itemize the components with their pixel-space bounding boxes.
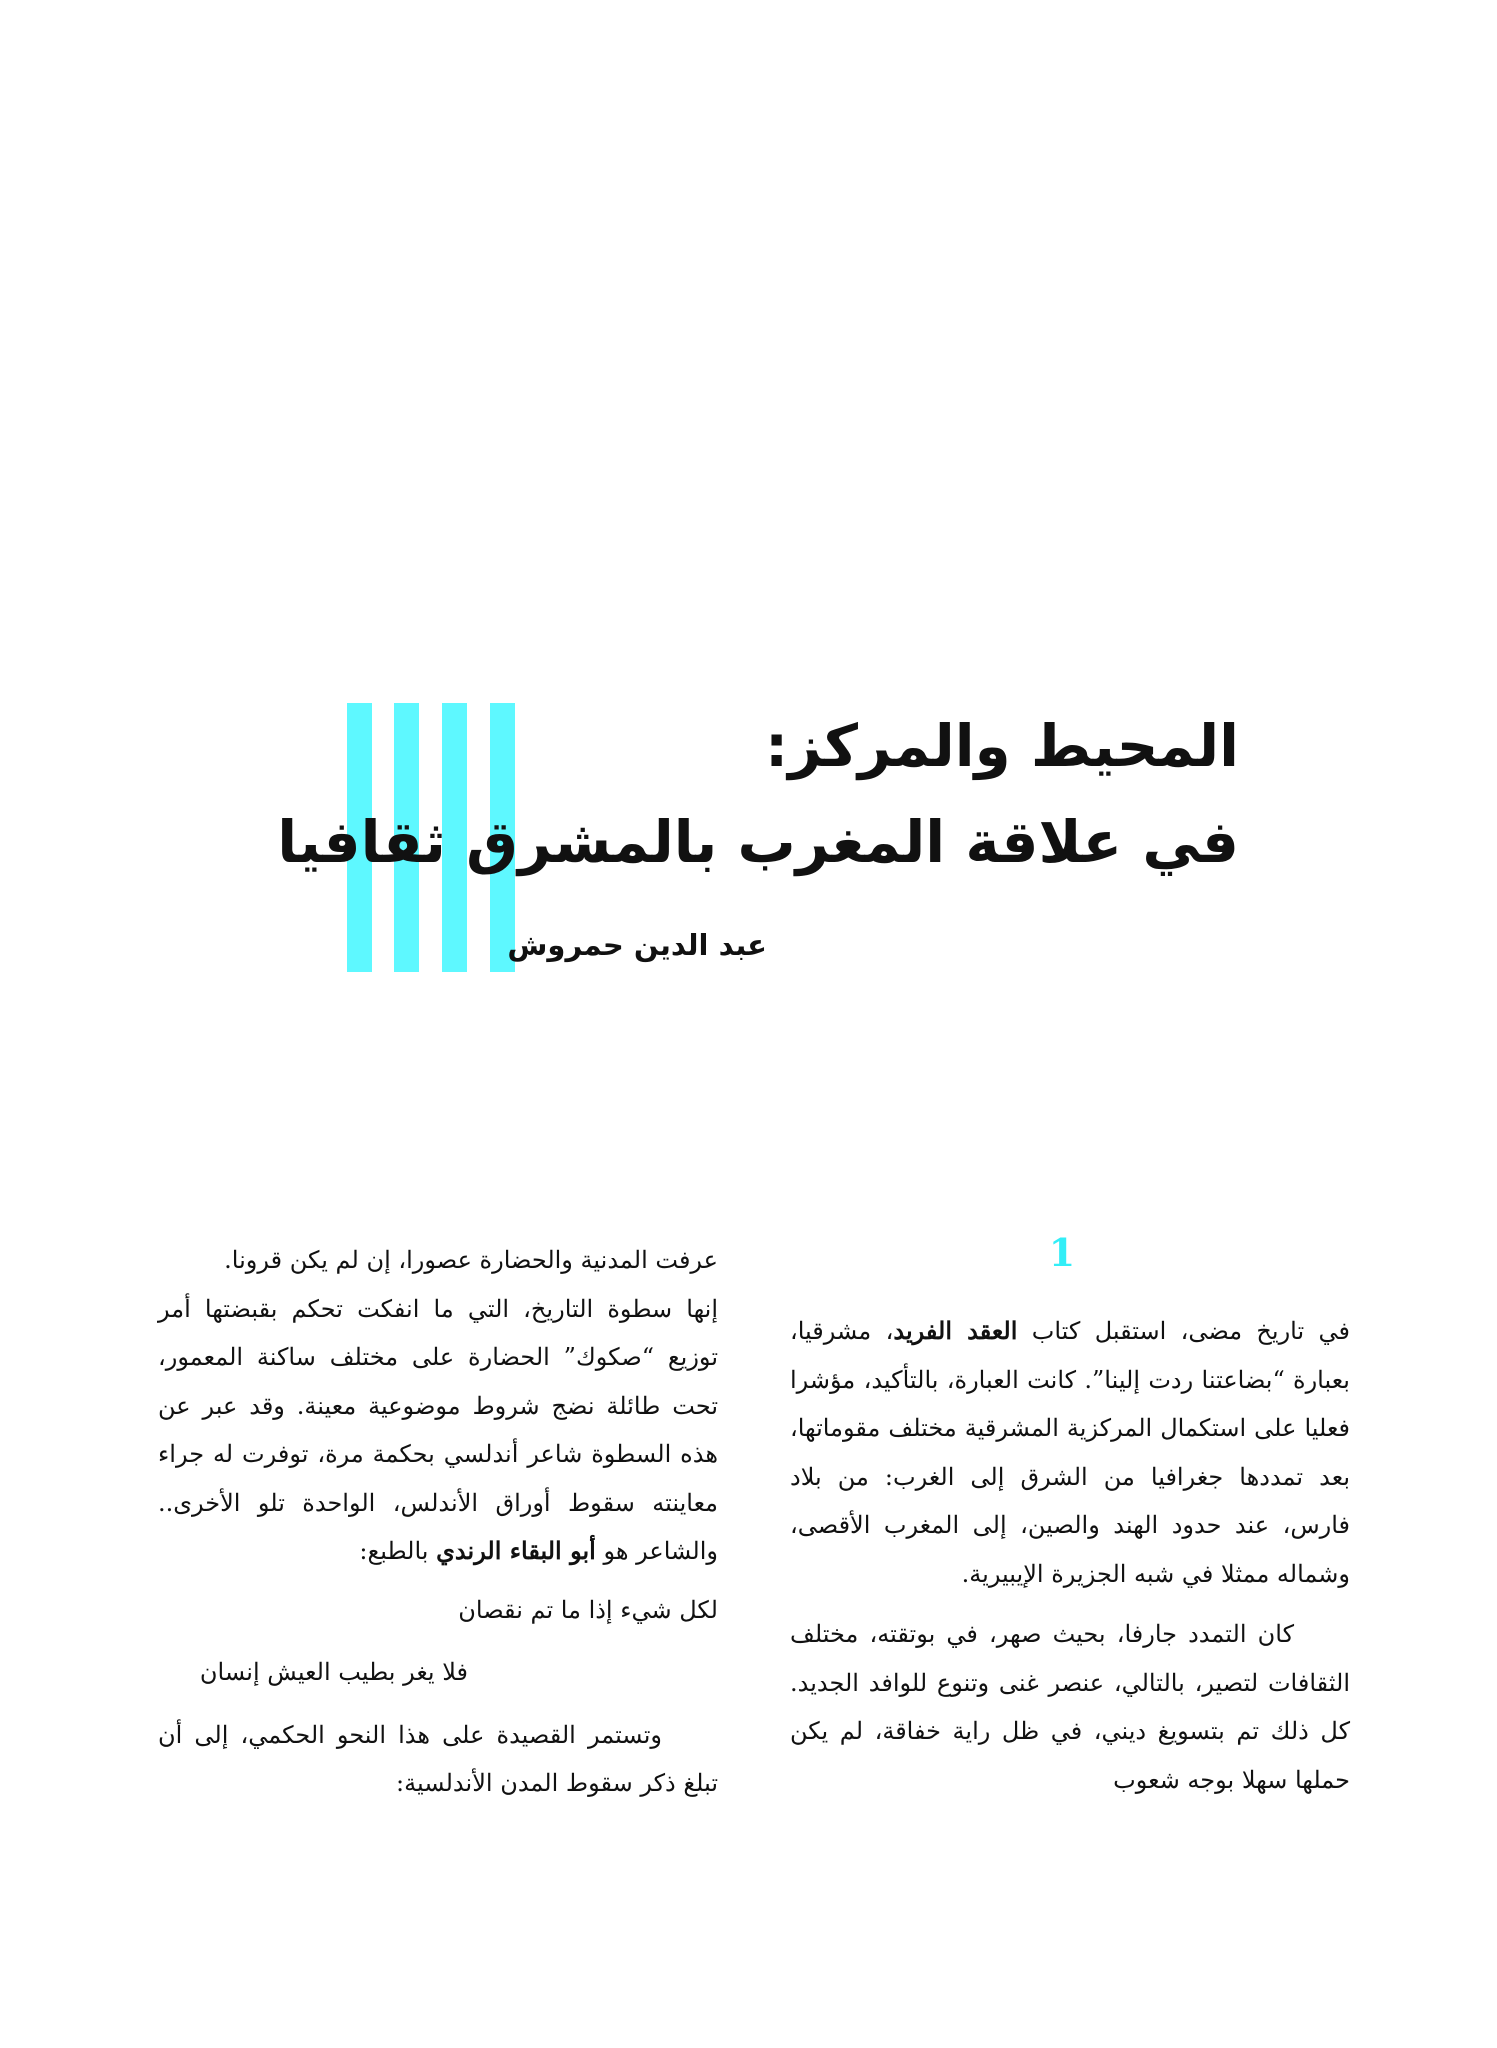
left-p1-start: إنها سطوة التاريخ، التي ما انفكت تحكم بقبضتها أمر توزيع “صكوك” الحضارة على مختلف ساكنة المعمور، تحت طائلة نضج شروط موضوعية معينة. وقد عبر عن هذه السطوة شاعر أندلسي بحكمة مرة، توفرت له جراء معاينته سقوط أوراق الأندلس، الواحدة تلو الأخرى.. والشاعر هو [158, 1294, 718, 1565]
right-paragraph-2: كان التمدد جارفا، بحيث صهر، في بوتقته، مختلف الثقافات لتصير، بالتالي، عنصر غنى وتنوع للوافد الجديد. كل ذلك تم بتسويغ ديني، في ظل راية خفاقة، لم يكن حملها سهلا بوجه شعوب [790, 1620, 1351, 1794]
right-paragraph-1 [790, 1307, 1350, 1598]
section-number: 1 [1048, 1230, 1076, 1275]
left-paragraph-2: وتستمر القصيدة على هذا النحو الحكمي، إلى أن تبلغ ذكر سقوط المدن الأندلسية: [158, 1720, 718, 1797]
right-p1-rest: ، مشرقيا، بعبارة “بضاعتنا ردت إلينا”. كانت العبارة، بالتأكيد، مؤشرا فعليا على استكمال المركزية المشرقية مختلف مقوماتها، بعد تمددها جغرافيا من الشرق إلى الغرب: من بلاد فارس، عند حدود الهند والصين، إلى المغرب الأقصى، وشماله ممثلا في شبه الجزيرة الإيبيرية. [790, 1317, 1350, 1588]
verse-line-1: لكل شيء إذا ما تم نقصان [458, 1595, 718, 1624]
author-name: عبد الدين حمروش [507, 928, 767, 962]
left-column [158, 1236, 718, 1808]
right-p1-start: في تاريخ مضى، استقبل كتاب [1017, 1317, 1351, 1345]
left-paragraph-1 [158, 1285, 718, 1576]
book-title-bold: العقد الفريد [893, 1316, 1018, 1345]
left-p1-end: بالطبع: [359, 1537, 437, 1565]
verse-line-2: فلا يغر بطيب العيش إنسان [199, 1658, 468, 1686]
title-line-1: المحيط والمركز: [765, 712, 1239, 780]
right-column [790, 1307, 1350, 1804]
left-first-line: عرفت المدنية والحضارة عصورا، إن لم يكن قرونا. [224, 1246, 718, 1274]
title-line-2: في علاقة المغرب بالمشرق ثقافيا [277, 808, 1239, 876]
article-title [277, 698, 1239, 890]
poet-name-bold: أبو البقاء الرندي [436, 1536, 596, 1565]
